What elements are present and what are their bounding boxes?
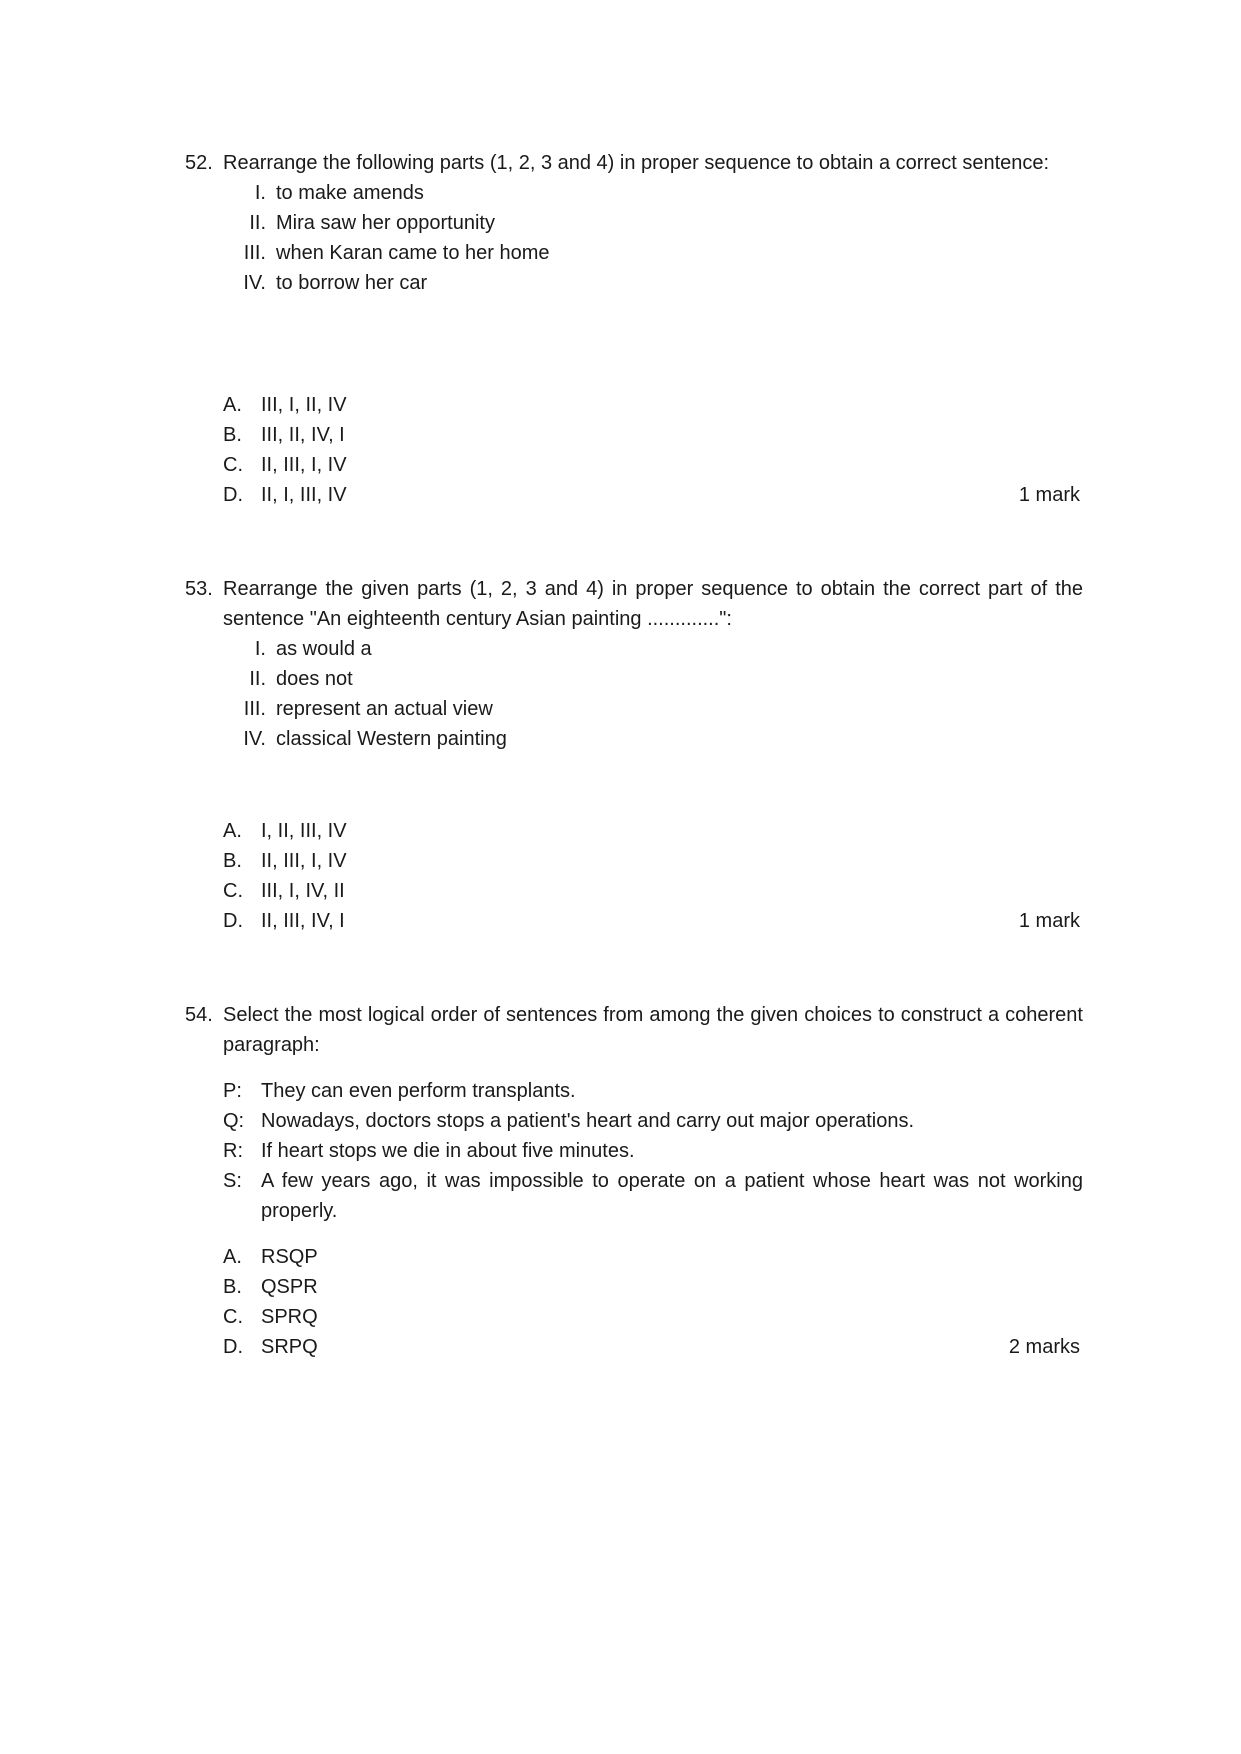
- part-label: II.: [249, 212, 266, 234]
- option-text: QSPR: [261, 1276, 318, 1298]
- part-text: Nowadays, doctors stops a patient's heart and carry out major operations.: [261, 1110, 915, 1132]
- answer-option-d[interactable]: [223, 1332, 1083, 1362]
- option-text: SPRQ: [261, 1306, 318, 1328]
- option-label: D.: [223, 910, 243, 932]
- part-item: [223, 664, 1083, 694]
- option-text: III, I, IV, II: [261, 880, 345, 902]
- part-item: [223, 268, 1083, 298]
- answer-option-c[interactable]: [223, 876, 1083, 906]
- part-label: II.: [249, 668, 266, 690]
- part-item: [223, 1106, 1083, 1136]
- option-label: B.: [223, 424, 242, 446]
- answer-option-a[interactable]: [223, 816, 1083, 846]
- question-53: [185, 574, 1083, 754]
- part-label: R:: [223, 1140, 243, 1162]
- part-label: Q:: [223, 1110, 245, 1132]
- question-54: [185, 1000, 1083, 1060]
- question-52: [185, 148, 1083, 298]
- option-text: II, III, IV, I: [261, 910, 345, 932]
- part-label: P:: [223, 1080, 242, 1102]
- part-label: III.: [243, 242, 266, 264]
- options-54: [185, 1242, 1083, 1362]
- part-label: III.: [243, 698, 266, 720]
- question-text: Rearrange the following parts (1, 2, 3 and 4) in proper sequence to obtain a correct sentence:: [223, 152, 1050, 174]
- part-item: [223, 634, 1083, 664]
- option-text: I, II, III, IV: [261, 820, 347, 842]
- part-text: They can even perform transplants.: [261, 1080, 576, 1102]
- sentence-parts: [223, 634, 1083, 754]
- sentence-parts: [223, 178, 1083, 298]
- option-text: SRPQ: [261, 1336, 318, 1358]
- statements-54: [185, 1076, 1083, 1226]
- part-text: does not: [276, 668, 353, 690]
- answer-options: [223, 1242, 1083, 1362]
- option-text: II, I, III, IV: [261, 484, 347, 506]
- answer-option-a[interactable]: [223, 390, 1083, 420]
- option-text: II, III, I, IV: [261, 454, 347, 476]
- option-label: B.: [223, 1276, 242, 1298]
- part-item: [223, 694, 1083, 724]
- option-text: II, III, I, IV: [261, 850, 347, 872]
- part-item: [223, 724, 1083, 754]
- part-item: [223, 1166, 1083, 1226]
- question-number: 52.: [185, 152, 213, 174]
- part-item: [223, 238, 1083, 268]
- question-text: Rearrange the given parts (1, 2, 3 and 4) in proper sequence to obtain the correct part of the sentence "An eighteenth century Asian painting .............":: [223, 578, 1083, 630]
- answer-option-b[interactable]: [223, 1272, 1083, 1302]
- part-text: If heart stops we die in about five minutes.: [261, 1140, 635, 1162]
- option-label: D.: [223, 1336, 243, 1358]
- answer-option-b[interactable]: [223, 420, 1083, 450]
- part-text: as would a: [276, 638, 372, 660]
- marks-label: 2 marks: [1008, 1336, 1080, 1358]
- option-text: RSQP: [261, 1246, 318, 1268]
- part-text: Mira saw her opportunity: [276, 212, 495, 234]
- part-text: to borrow her car: [276, 272, 428, 294]
- option-label: B.: [223, 850, 242, 872]
- marks-label: 1 mark: [1018, 484, 1080, 506]
- question-stem: [185, 574, 1083, 634]
- sentence-parts: [223, 1076, 1083, 1226]
- option-label: C.: [223, 1306, 243, 1328]
- part-text: to make amends: [276, 182, 424, 204]
- option-label: D.: [223, 484, 243, 506]
- question-stem: [185, 148, 1083, 178]
- answer-option-d[interactable]: [223, 906, 1083, 936]
- options-53: [185, 816, 1083, 936]
- option-label: A.: [223, 1246, 242, 1268]
- option-label: A.: [223, 820, 242, 842]
- part-label: S:: [223, 1170, 242, 1192]
- part-item: [223, 1076, 1083, 1106]
- option-label: C.: [223, 880, 243, 902]
- part-label: IV.: [243, 728, 266, 750]
- option-label: C.: [223, 454, 243, 476]
- part-text: A few years ago, it was impossible to operate on a patient whose heart was not working properly.: [261, 1170, 1083, 1222]
- answer-option-c[interactable]: [223, 450, 1083, 480]
- option-text: III, I, II, IV: [261, 394, 347, 416]
- answer-options: [223, 390, 1083, 510]
- answer-option-b[interactable]: [223, 846, 1083, 876]
- part-item: [223, 208, 1083, 238]
- question-number: 54.: [185, 1004, 213, 1026]
- part-label: I.: [254, 182, 266, 204]
- answer-option-d[interactable]: [223, 480, 1083, 510]
- part-label: I.: [254, 638, 266, 660]
- marks-label: 1 mark: [1018, 910, 1080, 932]
- question-text: Select the most logical order of sentences from among the given choices to construct a coherent paragraph:: [223, 1004, 1083, 1056]
- question-number: 53.: [185, 578, 213, 600]
- option-text: III, II, IV, I: [261, 424, 345, 446]
- part-text: when Karan came to her home: [276, 242, 550, 264]
- question-stem: [185, 1000, 1083, 1060]
- part-item: [223, 1136, 1083, 1166]
- part-label: IV.: [243, 272, 266, 294]
- options-52: [185, 390, 1083, 510]
- option-label: A.: [223, 394, 242, 416]
- answer-option-a[interactable]: [223, 1242, 1083, 1272]
- answer-options: [223, 816, 1083, 936]
- part-text: classical Western painting: [276, 728, 507, 750]
- part-item: [223, 178, 1083, 208]
- part-text: represent an actual view: [276, 698, 493, 720]
- answer-option-c[interactable]: [223, 1302, 1083, 1332]
